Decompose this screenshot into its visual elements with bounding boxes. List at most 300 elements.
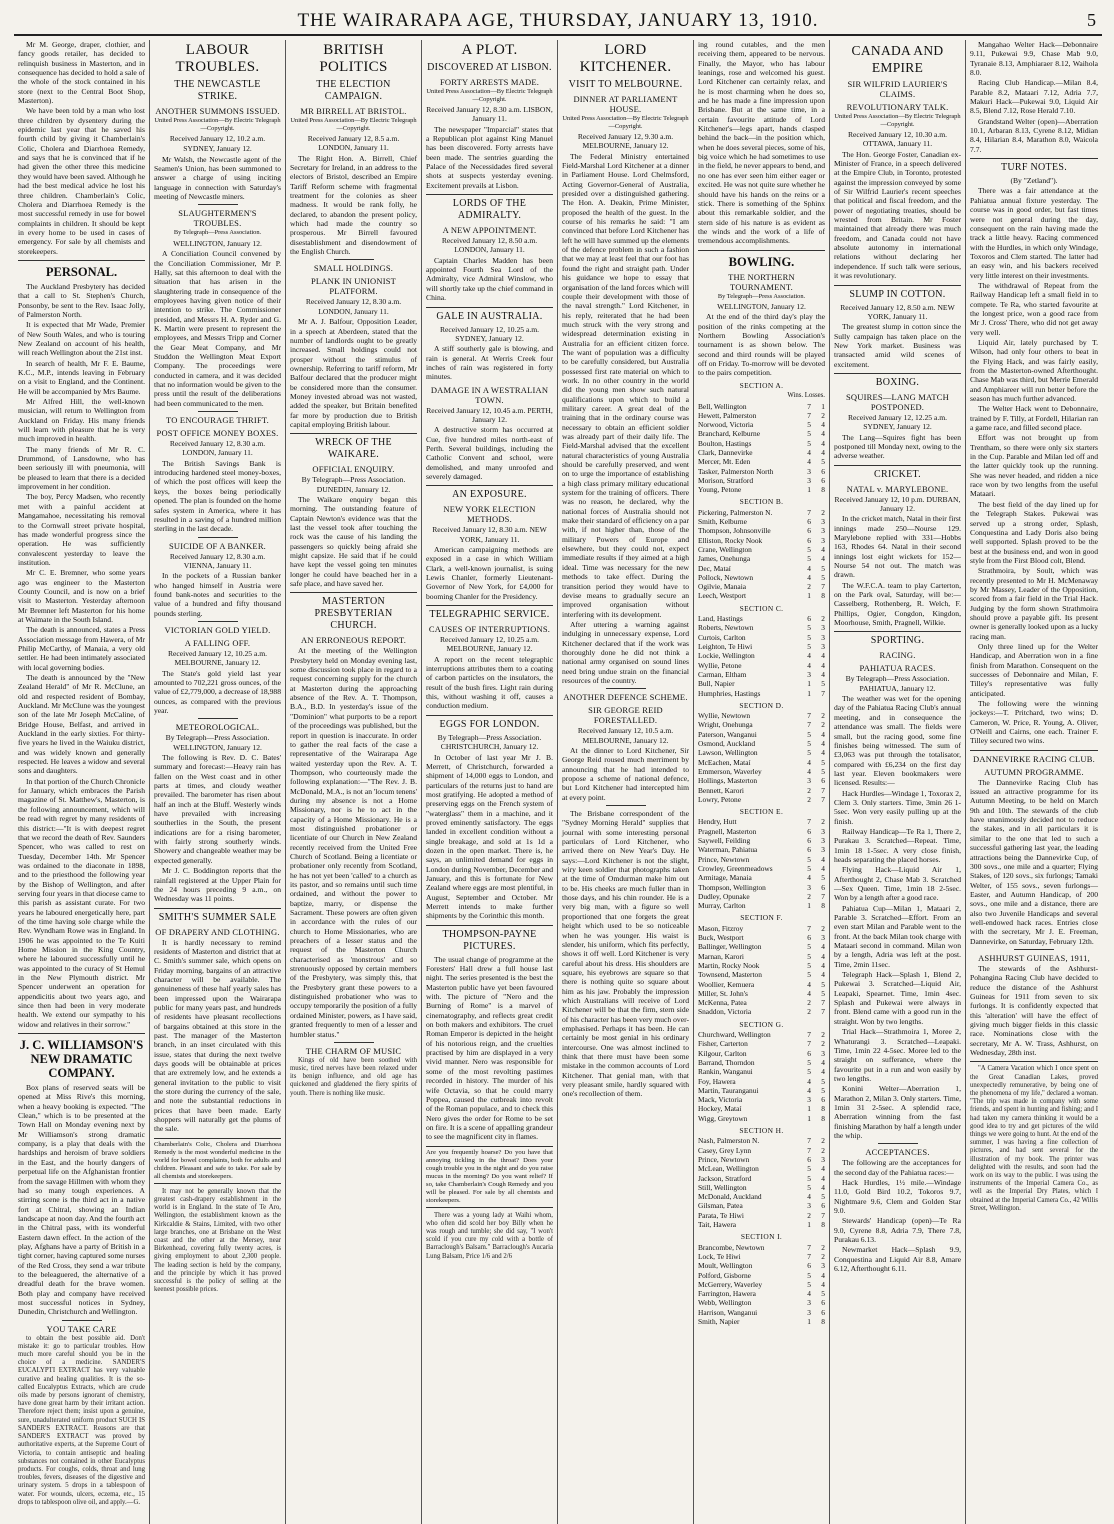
wins-cell: 5 [807, 632, 811, 642]
divider [426, 925, 553, 926]
wins-cell: 7 [807, 1030, 811, 1040]
wins-cell: 5 [807, 554, 811, 564]
divider [606, 688, 646, 689]
article-paragraph: The weather was wet for the opening day of the Pahiatua Racing Club's annual meeting, and in consequence the attendance was small. The fields were small, but the racing good, some fine finishes being witnessed. The sum of £3,063 was put through the totalisator, compared with £6,234 on the first day last year. Eleven bookmakers were licensed. Results:— [834, 694, 961, 788]
divider [426, 715, 553, 716]
dateline: Received January 12, 8.30 a.m. VIENNA, January 11. [169, 551, 266, 570]
article-paragraph: Konini Welter—Aberration 1, Marathon 2, Milan 3. Only starters. Time, 1min 31 2-5sec. A splendid race, Aberration winning from the fast finishing Marathon by half a length under the whip. [834, 1084, 961, 1140]
table-row [698, 817, 825, 826]
article-paragraph: Liquid Air, lately purchased by T. Wilson, had only four others to beat in the Flying Hack, and was fairly easily, from the Masterton-owned Afterthought. Chase Mab was third, but Merrie Emerald and Amphiareer will run better before the season has much further advanced. [970, 337, 1099, 404]
news-credit: United Press Association—By Electric Telegraph—Copyright. [562, 115, 689, 130]
table-row [698, 457, 825, 466]
wins-cell: 1 [807, 1104, 811, 1114]
subheading: BOXING. [875, 376, 920, 388]
rink-name: Brancombe, Newtown [698, 1242, 765, 1252]
results-table [698, 924, 825, 1017]
divider [198, 718, 238, 719]
wins-cell: 7 [807, 1145, 811, 1155]
losses-cell: 5 [821, 766, 825, 776]
losses-cell: 3 [821, 826, 825, 836]
wins-cell: 4 [807, 1289, 811, 1299]
rink-name: Buck, Westport [698, 933, 744, 943]
article-paragraph: Racing Club Handicap.—Milan 8.4, Parable 8.2, Mataari 7.12, Adria 7.7, Makuri Hack—Pukewai 9.0, Liquid Air 8.5, Blend 7.12, Rose Herald 7.10. [970, 78, 1098, 116]
losses-cell: 4 [821, 1182, 825, 1192]
losses-cell: 7 [821, 794, 825, 804]
losses-cell: 3 [821, 933, 825, 943]
rink-name: Prince, Newtown [698, 1154, 750, 1164]
wins-cell: 4 [807, 1192, 811, 1202]
table-row [698, 1308, 825, 1317]
dateline: Received January 12, 10 p.m. DURBAN, January 12. [834, 494, 961, 513]
table-row [698, 1058, 825, 1067]
divider [334, 259, 374, 260]
dateline: Received January 12, 10.25 a.m. MELBOURNE, January 12. [439, 635, 540, 654]
subheading: GALE IN AUSTRALIA. [436, 310, 543, 322]
wins-cell: 3 [807, 669, 811, 679]
article-paragraph: The Dannevirke Racing Club has issued an attractive programme for its Autumn Meeting, to be held on March 9th and 10th. The stewards of the club have unanimously decided not to reduce the stakes, and in all particulars it is similar to the one that led to such a successful gathering last year, the leading attractions being the Dannevirke Cup, of 300 sovs., one mile and a quarter; Flying Stakes, of 120 sovs., six furlongs; Tamaki Welter, of 155 sovs., seven furlongs—Easter, and Autumn Handicap, of 200 sovs., one mile and a distance, there are also two Juvenile Handicaps and several well-endowed hack races. Entries close with the secretary, Mr J. E. Freeman, Dannevirke, on Saturday, February 12th. [970, 777, 1098, 946]
deck: POST OFFICE MONEY BOXES. [156, 428, 279, 439]
rink-name: Bennett, Karori [698, 785, 744, 795]
section-label: SECTION A. [739, 380, 784, 390]
deck: A NEW APPOINTMENT. [442, 225, 537, 236]
results-table [698, 1136, 825, 1229]
losses-cell: 1 [821, 401, 825, 411]
dateline: Received January 12, 10.25 a.m. SYDNEY, January 12. [439, 324, 540, 343]
rink-name: Townsend, Masterton [698, 970, 762, 980]
wins-cell: 6 [807, 1048, 811, 1058]
rink-name: Lawson, Wellington [698, 748, 758, 758]
article-paragraph: Mangahao Welter Hack—Debonnaire 9.11, Pukewai 9.9, Chase Mab 9.0, Tyranaie 8.13, Amphiaraer 8.12, Waihola 8.0. [970, 40, 1098, 78]
divider [198, 204, 238, 205]
rink-name: Kilgour, Carlton [698, 1048, 747, 1058]
losses-cell: 3 [821, 632, 825, 642]
rink-name: Branchard, Kelburne [698, 429, 760, 439]
wins-cell: 5 [807, 1164, 811, 1174]
column-3 [286, 40, 422, 1524]
rink-name: Martin, Tauranganui [698, 1085, 759, 1095]
wins-cell: 7 [807, 711, 811, 721]
losses-cell: 4 [821, 651, 825, 661]
table-row [698, 1252, 825, 1261]
divider [18, 260, 145, 261]
article-paragraph: After uttering a warning against indulging in unnecessary expense, Lord Kitchener declared that if the work was thoroughly done he did not think a national army organised on sound lines need bring undue strain on the financial resources of the country. [562, 619, 689, 685]
rink-name: Osmond, Auckland [698, 739, 756, 749]
table-row [698, 1155, 825, 1164]
wins-cell: 3 [807, 1298, 811, 1308]
losses-cell: 4 [821, 970, 825, 980]
table-row [698, 720, 825, 729]
losses-cell: 2 [821, 1145, 825, 1155]
article-paragraph: There was a fair attendance at the Pahiatua annual fixture yesterday. The course was in good order, but fast times were not general during the day, consequent on the rain having made the track a little heavy. Racing commenced with the Hurdles, in which only Windage, Toxoros and Clem started. The latter had an easy win, and his backers received very little interest on their investments. [970, 186, 1098, 280]
rink-name: Webb, Wellington [698, 1298, 752, 1308]
subheading: THE ELECTION CAMPAIGN. [316, 79, 391, 102]
table-row [698, 536, 825, 545]
article-paragraph: Mr Walsh, the Newcastle agent of the Seamen's Union, has been summoned to answer a charge of using inciting language in connection with Saturday's meeting of Newcastle miners. [154, 154, 281, 202]
wins-cell: 6 [807, 526, 811, 536]
losses-cell: 7 [821, 891, 825, 901]
rink-name: Bell, Wellington [698, 401, 747, 411]
losses-cell: 6 [821, 1307, 825, 1317]
divider [426, 194, 553, 195]
deck: OFFICIAL ENQUIRY. [312, 464, 395, 475]
deck: AN ERRONEOUS REPORT. [300, 635, 407, 646]
losses-cell: 4 [821, 729, 825, 739]
rink-name: Foy, Hawera [698, 1076, 736, 1086]
divider [606, 805, 646, 806]
rink-name: Snaddon, Victoria [698, 1007, 752, 1017]
wins-cell: 7 [807, 1252, 811, 1261]
table-row [698, 689, 825, 698]
losses-cell: 5 [821, 757, 825, 767]
wins-cell: 1 [807, 591, 811, 601]
wins-cell: 3 [807, 776, 811, 786]
losses-cell: 4 [821, 447, 825, 457]
losses-cell: 2 [821, 923, 825, 933]
rink-name: Bull, Napier [698, 679, 735, 689]
wins-cell: 7 [807, 1136, 811, 1146]
wins-cell: 5 [807, 739, 811, 749]
table-row [698, 582, 825, 591]
table-row [698, 1220, 825, 1229]
table-row [698, 1261, 825, 1270]
wins-cell: 3 [807, 466, 811, 476]
table-row [698, 411, 825, 420]
wins-cell: 5 [807, 429, 811, 439]
article-paragraph: The boy, Percy Madsen, who recently met with a painful accident at Mangamahoe, necessitating his removal to the Cornwall street private hospital, has made wonderful progress since the operation. He was sufficiently convalescent yesterday to leave the institution. [18, 492, 145, 567]
wins-cell: 5 [807, 623, 811, 633]
wins-cell: 2 [807, 785, 811, 795]
subheading: VICTORIAN GOLD YIELD. [164, 624, 271, 635]
table-row [698, 1317, 825, 1326]
losses-cell: 3 [821, 535, 825, 545]
article-paragraph: The following is Rev. D. C. Bates' summary and forecast:—Heavy rain has fallen on the West coast and in other parts at times, and cloudy weather prevailed. The barometer has risen about half an inch at the Bluff. Westerly winds have prevailed with increasing southerlies in the South, the present indications are for a rising barometer, with fairly strong southerly winds. Showery and changeable weather may be expected generally. [154, 753, 281, 865]
dateline: Received January 12, 10.2 a.m. [169, 134, 266, 143]
table-row [698, 1067, 825, 1076]
table-row [698, 526, 825, 535]
wins-cell: 6 [807, 826, 811, 836]
table-row [698, 485, 825, 494]
section-label: SECTION F. [740, 913, 783, 923]
table-row [698, 670, 825, 679]
table-row [698, 429, 825, 438]
subheading: SMITH'S SUMMER SALE [158, 911, 277, 923]
divider [198, 411, 238, 412]
wins-cell: 7 [807, 817, 811, 827]
article-paragraph: Mr J. C. Boddington reports that the rainfall registered at the Upper Plain for the 24 hours preceding 9 a.m., on Wednesday was 11 points. [154, 866, 281, 904]
article-paragraph: The stewards of the Ashhurst-Pohangina Racing Club have decided to reduce the distance of the Ashhurst Guineas for 1911 from seven to six furlongs. It is confidently expected that this 'alteration' will have the effect of giving much bigger fields in this classic race. Nominations close with the secretary, Mr A. W. Trass, Ashhurst, on Wednesday, 28th inst. [970, 963, 1098, 1058]
article-paragraph: Box plans of reserved seats will be opened at Miss Rive's this morning, when a heavy booking is expected. "The Clean," which is to be presented at the Town Hall on Monday evening next by Mr Williamson's strong dramatic company, is a play that deals with the hardships and heroism of brave soldiers in the East, and the hourly dangers of perpetual life on the Afghanistan frontier from the savage Hillmen with whom they had so many tough experiences. A stirring scene is the third act in a native fort at Chitral, showing an Indian landscape at noon day. And the fourth act in the Chitral pass, with its wonderful Eastern dawn effect. In the action of the play, Afghans have a party of British in a tight corner, having captured some nurses of the Red Cross, they send a war tribute to the beleaguered, the alternative of a dreadful death for the brave women. Both play and company have received most successful notices in Sydney, Dunedin, Christchurch and Wellington. [18, 1083, 145, 1317]
wins-cell: 5 [807, 545, 811, 554]
article-paragraph: At the dinner to Lord Kitchener, Sir George Reid roused much merriment by announcing that he had intended to propose a scheme of national defence, but Lord Kitchener had intercepted him at every point. [562, 745, 689, 802]
column-4 [422, 40, 558, 1524]
article-paragraph: The Welter Hack went to Debonnaire, trained by F. Tilly, at Fordell, Hilarian ran a game race, and filled second place. [970, 404, 1098, 433]
rink-name: Crowley, Greenmeadows [698, 863, 773, 873]
subheading: EGGS FOR LONDON. [439, 718, 540, 730]
table-row [698, 970, 825, 979]
rink-name: Smith, Napier [698, 1317, 740, 1327]
table-row [698, 1146, 825, 1155]
subheading: THOMPSON-PAYNE PICTURES. [442, 928, 537, 952]
wins-cell: 3 [807, 475, 811, 485]
table-row [698, 1039, 825, 1048]
table-row [698, 1243, 825, 1252]
losses-cell: 5 [821, 979, 825, 989]
masthead-title: THE WAIRARAPA AGE, THURSDAY, JANUARY 13, 1910. [297, 10, 819, 31]
losses-cell: 5 [821, 988, 825, 998]
losses-cell: 4 [821, 420, 825, 430]
wins-cell: 5 [807, 729, 811, 739]
table-row [698, 1174, 825, 1183]
table-row [698, 980, 825, 989]
divider [334, 1042, 374, 1043]
losses-cell: 8 [821, 1113, 825, 1123]
losses-cell: 4 [821, 854, 825, 864]
wins-cell: 6 [807, 535, 811, 545]
rink-name: Rankin, Wanganui [698, 1067, 753, 1077]
article-paragraph: Kings of old have been soothed with music, tired nerves have been relaxed under its benign influence, and old age has quickened and gladdened the fiery spirits of youth. There is nothing like music. [290, 1056, 417, 1097]
section-label: SECTION C. [739, 603, 784, 613]
losses-cell: 4 [821, 863, 825, 873]
losses-cell: 5 [821, 679, 825, 689]
losses-cell: 4 [821, 669, 825, 679]
rink-name: Parata, Te Hiwi [698, 1210, 744, 1220]
wins-cell: 5 [807, 1270, 811, 1280]
losses-cell: 6 [821, 882, 825, 892]
table-row [698, 1086, 825, 1095]
losses-cell: 3 [821, 1154, 825, 1164]
losses-cell: 2 [821, 1039, 825, 1049]
article-paragraph: The Brisbane correspondent of the "Sydney Morning Herald" supplies that journal with some interesting personal particulars of Lord Kitchener, who arrived there on New Year's Day. He says:—Lord Kitchener is not the slight, wiry keen soldier that photographs taken at the time of Omdurman make him out to be. His cheeks are much fuller than in those days, and his chin rounder. He is a very big man, with a figure so well proportioned that one forgets the great height which used to be so noticeable when he was younger. His waist is slender, his uniform, which fits perfectly, shows it off well. Lord Kitchener is very careful about his dress. His shoulders are square, his eyebrows are square so that there is nothing quite so square about him as his jaw. Probably the impression which Australians will receive of Lord Kitchener will be that the firm, stern side of his character has been very much over-emphasised. Perhaps it has been. He can certainly be most genial in his ordinary intercourse. One was almost inclined to think that there must have been some mistake in the common accounts of Lord Kitchener. That genial man, with that very pleasant smile, hardly squared with one's recollection of them. [562, 809, 689, 1099]
divider [698, 250, 825, 251]
wins-cell: 4 [807, 757, 811, 767]
section-label: SECTION E. [739, 807, 784, 817]
wins-cell: 3 [807, 1201, 811, 1211]
losses-cell: 5 [821, 1076, 825, 1086]
table-row [698, 758, 825, 767]
table-row [698, 1030, 825, 1039]
article-paragraph: The following are the acceptances for the second day of the Pahiatua races:— [834, 1158, 961, 1177]
rink-name: Wyllie, Petone [698, 660, 742, 670]
article-paragraph: Hack Hurdles, 1½ mile.—Windage 11.0, Gold Bird 10.2, Tokoros 9.7, Nightmare 9.6, Clem and Golden Star 9.0. [834, 1177, 961, 1215]
wins-cell: 5 [807, 438, 811, 448]
losses-cell: 2 [821, 1136, 825, 1146]
table-row [698, 786, 825, 795]
article-paragraph: Flying Hack—Liquid Air 1, Afterthought 2, Chase Mab 3. Scratched—Sex Queen. Time, 1min 18 2-5sec. Won by a length after a good race. [834, 865, 961, 903]
article-paragraph: In that portion of the Church Chronicle for January, which embraces the Parish magazine of St. Matthew's, Masterton, is the following announcement, which will be read with regret by many residents of this district:—"It is with deepest regret that we record the death of Rev. Saunders Spencer, who was called to rest on Tuesday, December 14th. Mr Spencer was ordained to the diaconate in 1898, and to the priesthood the following year by the Bishop of Wellington, and after serving four years in that diocese came to this parish as assistant curate. For two years he laboured energetically here, part of the time having sole charge while the Rev. Wyndham Rowe was in England. In 1906 he was appointed to the Te Kuiti Home Mission in the King Country, where he laboured successfully until he was appointed to the curacy of St Hemul in the New Plymouth district. Mr Spencer underwent an operation for appendicitis about two years ago, and since then had been in very moderate health. We extend our sympathy to his widow and relatives in their sorrow." [18, 776, 145, 1029]
rink-name: Thompson, Johnsonville [698, 526, 771, 536]
section-label: SECTION D. [739, 700, 784, 710]
news-credit: United Press Association—By Electric Telegraph—Copyright. [834, 113, 961, 128]
losses-cell: 6 [821, 466, 825, 476]
losses-cell: 4 [821, 748, 825, 758]
wins-cell: 2 [807, 1007, 811, 1017]
table-row [698, 767, 825, 776]
losses-cell: 4 [821, 739, 825, 749]
article-paragraph: A report on the recent telegraphic interruptions attributes them to a coating of carbon particles on the insulators, the result of the bush fires. Light rain during this, without washing it off, causes a conduction medium. [426, 654, 553, 711]
losses-cell: 4 [821, 660, 825, 670]
advert-heading: YOU TAKE CARE [46, 1323, 117, 1334]
table-row [698, 448, 825, 457]
wins-cell: 5 [807, 1279, 811, 1289]
wins-cell: 4 [807, 766, 811, 776]
article-paragraph: The Right Hon. A. Birrell, Chief Secretary for Ireland, in an address to the electors of Bristol, described an Empire Tariff Reform scheme with fragmental treatment for the colonies as sheer madness. It would be rank folly, he declared, to abandon the present policy, which had made the country so prosperous. Mr Birrell favoured disestablishment and disendowment of the English Church. [290, 153, 417, 257]
results-table [698, 1243, 825, 1327]
losses-cell: 2 [821, 1242, 825, 1252]
column-1 [14, 40, 150, 1524]
article-paragraph: It may not be generally known that the greatest cash-drapery establishment in the world is in England. In the state of Te Aro, Wellington, the establishment known as the Kirkcaldie & Stains, Limited, with two other large branches, one at Brisbane on the West coast and the other at the Mersey, near Birkenhead, covering fully twenty acres, is giving employment to about 2,300 people. The leading section is held by the company, and the principle by which it has proved successful is the policy of selling at the keenest possible prices. [154, 1187, 281, 1294]
wins-cell: 7 [807, 923, 811, 933]
table-row [698, 633, 825, 642]
results-table [698, 508, 825, 601]
table-row [698, 679, 825, 688]
wins-cell: 6 [807, 845, 811, 855]
rink-name: Mercer, Mt. Eden [698, 457, 751, 467]
losses-cell: 4 [821, 1057, 825, 1067]
losses-cell: 2 [821, 711, 825, 721]
news-credit: By Telegraph—Press Association. [717, 292, 806, 300]
losses-cell: 6 [821, 1298, 825, 1308]
losses-cell: 5 [821, 457, 825, 467]
article-paragraph: Mr A. J. Balfour, Opposition Leader, in a speech at Aberdeen, stated that the number of landlords ought to be greatly increased. Small holdings could not prosper without the stimulus of ownership. Referring to tariff reform, Mr Balfour declared that the producer might be considered more than the consumer. Money invested abroad was not wasted, added the speaker, but Britain benefited far more by production due to British capital employing British labour. [290, 317, 417, 429]
losses-cell: 4 [821, 951, 825, 961]
table-row [698, 545, 825, 554]
losses-cell: 2 [821, 614, 825, 624]
losses-cell: 6 [821, 1095, 825, 1105]
losses-cell: 5 [821, 873, 825, 883]
wins-cell: 6 [807, 1261, 811, 1271]
subheading: AN EXPOSURE. [452, 489, 527, 501]
dateline: By Telegraph—Press Association. DUNEDIN, January 12. [301, 475, 406, 494]
losses-cell: 3 [821, 836, 825, 846]
headline: A PLOT. [461, 42, 518, 58]
dateline: By Telegraph—Press Association. WELLINGTON, January 12. [165, 733, 270, 752]
table-row [698, 892, 825, 901]
wins-cell: 5 [807, 642, 811, 652]
subheading: TELEGRAPHIC SERVICE. [429, 609, 550, 621]
deck: A FALLING OFF. [184, 637, 251, 648]
losses-cell: 3 [821, 1048, 825, 1058]
deck: OF DRAPERY AND CLOTHING. [155, 926, 280, 937]
losses-cell: 4 [821, 1067, 825, 1077]
subheading: WRECK OF THE WAIKARE. [315, 437, 392, 461]
deck: REVOLUTIONARY TALK. [846, 102, 949, 112]
table-header: Wins. Losses. [787, 392, 825, 400]
rink-name: James, Onehunga [698, 554, 751, 564]
article-paragraph: A destructive storm has occurred at Cue, five hundred miles north-east of Perth. Several buildings, including the Catholic Convent and school, were demolished, and many unroofed and severely damaged. [426, 425, 553, 481]
rink-name: Tasker, Palmerston North [698, 466, 774, 476]
rink-name: Mack, Victoria [698, 1095, 743, 1105]
rink-name: Leighton, Te Hiwi [698, 642, 753, 652]
wins-cell: 5 [807, 970, 811, 980]
wins-cell: 3 [807, 1095, 811, 1105]
results-table [698, 614, 825, 698]
dateline: Received January 12, 10.25 a.m. MELBOURNE, January 12. [167, 648, 268, 668]
losses-cell: 4 [821, 429, 825, 439]
subheading: LORDS OF THE ADMIRALTY. [452, 198, 527, 222]
rink-name: Humphries, Hastings [698, 688, 761, 698]
divider [970, 750, 1098, 751]
wins-cell: 1 [807, 1317, 811, 1327]
section-label: SECTION G. [739, 1019, 784, 1029]
losses-cell: 7 [821, 688, 825, 698]
losses-cell: 4 [821, 960, 825, 970]
wins-cell: 4 [807, 572, 811, 582]
article-paragraph: The Waikare enquiry began this morning. The outstanding feature of Captain Newton's evidence was that the last the vessel took after touching the rock was the cause of his landing the passengers so quickly being afraid she might capsize. He said that if he could have kept the vessel going ten minutes longer he could have beached her in a safe place, and have saved her. [290, 494, 417, 589]
table-row [698, 661, 825, 670]
deck: DINNER AT PARLIAMENT HOUSE. [573, 94, 678, 114]
article-paragraph: The best field of the day lined up for the Telegraph Stakes. Pukewai was served up a strong order, Splash, Conquestina and Lady Doris also being well supported. Splash proved to be the best at the business end, and won in good style from the First Blood colt, Blend. [970, 499, 1098, 565]
article-paragraph: The usual change of programme at the Foresters' Hall drew a full house last night. The series presented is the best the Masterton public have yet been favoured with. The picture of "Nero and the Burning of Rome" is a marvel of cinematography, and reflects great credit on both makers and exhibitors. The cruel Roman Emperor is depicted in the height of his notorious reign, and the cruelties practised by him are displayed in a very vivid manner. Nero was responsible for some of the most revolting pastimes recorded in history. The murder of his wife Octavia, so that he could marry Poppea, caused the cutbreak into revolt of the Roman populace, and to check this Nero gives the order for Rome to be set on fire. It is a scene of appalling grandeur to see the magnificent city in flames. [426, 954, 553, 1142]
page-number: 5 [1087, 10, 1096, 30]
table-row [698, 517, 825, 526]
rink-name: Land, Hastings [698, 614, 743, 624]
wins-cell: 7 [807, 720, 811, 730]
rink-name: Wyllie, Newtown [698, 711, 751, 721]
article-paragraph: At the end of the third day's play the position of the rinks competing at the Northern Bowling Association's tournament is as shown below. The second and third rounds will be played off on Friday. To-morrow will be devoted to the pairs competition. [698, 312, 825, 378]
article-paragraph: Telegraph Hack—Splash 1, Blend 2, Pukewai 3. Scratched—Liquid Air, Leapaki, Spearnet. Time, 1min 4sec. Splash and Pukewai were always in front. Blend came with a good run in the straight. Won by two lengths. [834, 970, 961, 1026]
wins-cell: 4 [807, 447, 811, 457]
section-label: SECTION B. [739, 497, 784, 507]
losses-cell: 4 [821, 554, 825, 564]
rink-name: Dudley, Opunake [698, 891, 750, 901]
rink-name: Lock, Te Hiwi [698, 1252, 741, 1261]
rink-name: Mason, Fitzroy [698, 923, 744, 933]
wins-cell: 3 [807, 1307, 811, 1317]
subheading: DANNEVIRKE RACING CLUB. [973, 753, 1095, 764]
wins-cell: 6 [807, 614, 811, 624]
rink-name: Woollier, Kemuera [698, 979, 755, 989]
wins-cell: 4 [807, 563, 811, 573]
advert-text: Are you frequently hoarse? Do you have that annoying tickling in the throat? Does your cough trouble you in the night and do you raise mucus in the morning? Do you want relief? If so, take Chamberlain's Cough Remedy and you will be pleased. For sale by all chemists and storekeepers. [426, 1146, 553, 1208]
losses-cell: 6 [821, 1201, 825, 1211]
losses-cell: 2 [821, 410, 825, 420]
subheading: METEOROLOGICAL. [175, 722, 260, 733]
losses-cell: 3 [821, 623, 825, 633]
advert-text: There was a young lady at Waihi whom, who often did scold her boy Billy when he was rough and tumble; she did say, "I won't scold if you cure my cold with a bottle of Barraclough's Balsam." Barraclough's Aucaria Lung Balsam, Price 1/6 and 2/6 [426, 1211, 553, 1260]
wins-cell: 2 [807, 582, 811, 592]
table-row [698, 1298, 825, 1307]
article-paragraph: Stewards' Handicap (open)—Te Ra 9.0, Cyrene 8.8, Adria 7.9, There 7.8, Purakau 6.13. [834, 1216, 961, 1245]
subheading: SMALL HOLDINGS. [313, 263, 394, 274]
table-row [698, 961, 825, 970]
dateline: WELLINGTON, January 12. [717, 302, 806, 312]
losses-cell: 2 [821, 507, 825, 517]
subheading: SPORTING. [870, 635, 925, 647]
losses-cell: 8 [821, 1317, 825, 1327]
losses-cell: 7 [821, 785, 825, 795]
dateline: Received January 12, 8.50 a.m. LONDON, January 11. [441, 236, 538, 255]
deck: NEW YORK ELECTION METHODS. [443, 504, 536, 525]
wins-cell: 6 [807, 836, 811, 846]
wins-cell: 5 [807, 960, 811, 970]
losses-cell: 4 [821, 545, 825, 554]
results-table [698, 711, 825, 804]
article-paragraph: The death is announced by the "New Zealand Herald" of Mr R. McClune, an old and respected resident of Bombay, Auckland. Mr McClune was the youngest son of the late Mr Joseph McCaline, of Bridge House, Belfast, and arrived in Auckland in the early sixties. For thirty-five years he lived in the Waiuku district, and was widely known and generally respected. He leaves a widow and several sons and daughters. [18, 673, 145, 776]
article-paragraph: Mr C. E. Bremner, who some years ago was engineer to the Masterton County Council, and is now on a brief visit to Masterton. Yesterday afternoon Mr Bremner left Masterton for his home at Waimate in the South Island. [18, 568, 145, 624]
section-label: SECTION I. [740, 1232, 783, 1242]
losses-cell: 6 [821, 776, 825, 786]
article-paragraph: American campaigning methods are exposed in a case in which William Clark, a well-known journalist, is suing Lewis Chanler, formerly Lieutenant-Governor of New York, for £4,000 for booming Chanler for the Presidency. [426, 545, 553, 601]
wins-cell: 5 [807, 951, 811, 961]
rink-name: Pollock, Newtown [698, 572, 754, 582]
wins-cell: 5 [807, 1182, 811, 1192]
deck: MR BIRRELL AT BRISTOL. [300, 106, 407, 116]
divider [970, 158, 1098, 159]
rink-name: Dec, Mataí [698, 563, 731, 573]
table-row [698, 614, 825, 623]
subheading: SUICIDE OF A BANKER. [168, 540, 267, 551]
article-paragraph: Pahiatua Cup—Milan 1, Mataari 2, Parable 3. Scratched—Effort. From an even start Milan and Parable went to the front. At the back Milan took charge with Mataari second in command. Milan won by a length, Adria was left at the post. Time, 2min 11sec. [834, 903, 961, 969]
